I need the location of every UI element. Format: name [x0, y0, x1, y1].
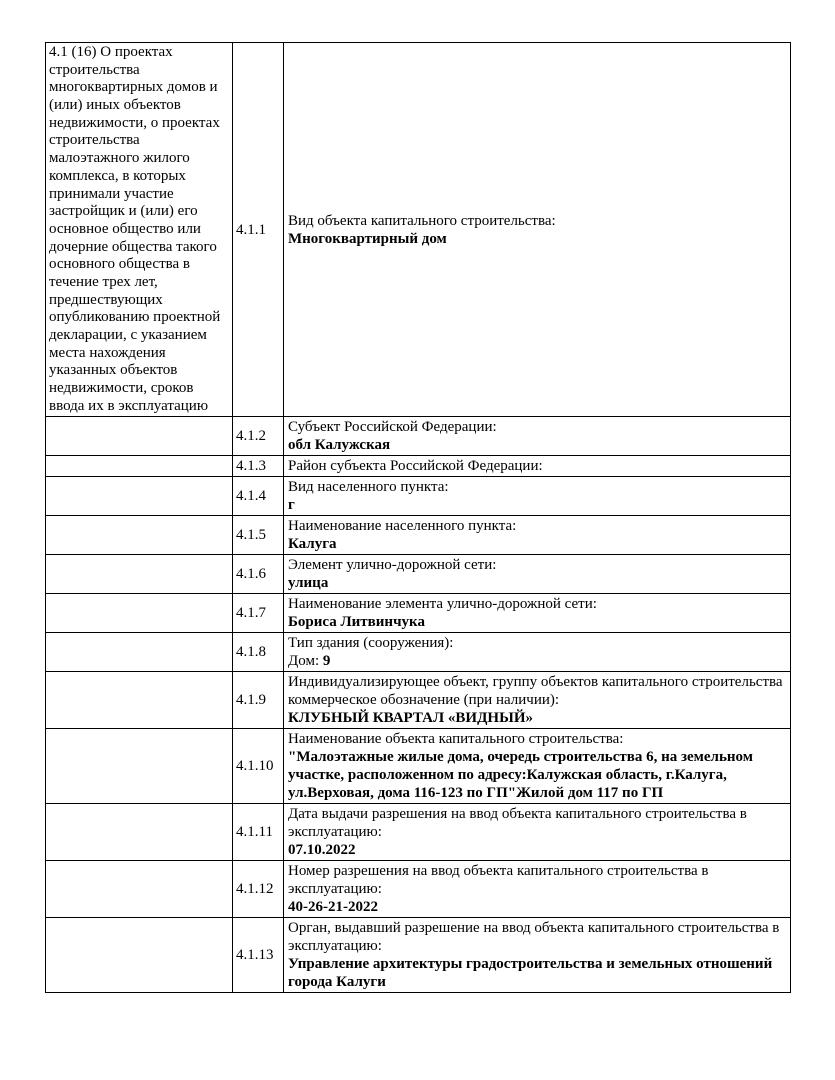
table-row: [46, 729, 791, 804]
row-code: 4.1.9: [233, 672, 284, 729]
table-row: [46, 918, 791, 993]
left-empty-cell: [46, 555, 233, 594]
row-content: [284, 417, 791, 456]
field-value-line: [288, 436, 786, 454]
project-declaration-table: [45, 42, 791, 993]
field-value-line: [288, 841, 786, 859]
table-row: [46, 477, 791, 516]
field-value: г: [288, 497, 295, 514]
field-value: КЛУБНЫЙ КВАРТАЛ «ВИДНЫЙ»: [288, 710, 533, 727]
row-content: [284, 918, 791, 993]
field-label: Наименование населенного пункта:: [288, 518, 517, 535]
row-code: 4.1.3: [233, 456, 284, 477]
field-value-prefix: Дом:: [288, 653, 323, 670]
table-row: [46, 456, 791, 477]
row-content: [284, 594, 791, 633]
field-value-line: [288, 496, 786, 514]
field-value-line: [288, 748, 786, 802]
left-empty-cell: [46, 516, 233, 555]
row-content: [284, 456, 791, 477]
field-value-line: [288, 955, 786, 991]
field-label: Индивидуализирующее объект, группу объектов капитального строительства коммерческое обозначение (при наличии):: [288, 674, 783, 709]
field-value-line: [288, 898, 786, 916]
left-empty-cell: [46, 672, 233, 729]
field-value: 40-26-21-2022: [288, 899, 378, 916]
field-value-line: [288, 652, 786, 670]
field-value: обл Калужская: [288, 437, 391, 454]
field-value: 07.10.2022: [288, 842, 356, 859]
field-label: Номер разрешения на ввод объекта капитального строительства в эксплуатацию:: [288, 863, 709, 898]
field-value: Управление архитектуры градостроительства и земельных отношений города Калуги: [288, 956, 773, 991]
field-label: Орган, выдавший разрешение на ввод объекта капитального строительства в эксплуатацию:: [288, 920, 780, 955]
field-label: Тип здания (сооружения):: [288, 635, 454, 652]
table-row: [46, 594, 791, 633]
row-code: 4.1.4: [233, 477, 284, 516]
row-code: 4.1.13: [233, 918, 284, 993]
section-description: 4.1 (16) О проектах строительства многоквартирных домов и (или) иных объектов недвижимости, о проектах строительства малоэтажного жилого комплекса, в которых принимали участие застройщик и (или) его основное общество или дочерние общества такого основного общества в течение трех лет, предшествующих опубликованию проектной декларации, с указанием места нахождения указанных объектов недвижимости, сроков ввода их в эксплуатацию: [46, 43, 233, 417]
row-code: 4.1.6: [233, 555, 284, 594]
row-content: [284, 861, 791, 918]
field-value-line: [288, 230, 786, 248]
field-value: Многоквартирный дом: [288, 230, 447, 247]
field-value-line: [288, 535, 786, 553]
field-value: 9: [322, 653, 331, 670]
field-value-line: [288, 613, 786, 631]
left-empty-cell: [46, 633, 233, 672]
row-code: 4.1.7: [233, 594, 284, 633]
table-row: [46, 672, 791, 729]
field-label: Наименование элемента улично-дорожной сети:: [288, 596, 597, 613]
left-empty-cell: [46, 861, 233, 918]
row-content: [284, 555, 791, 594]
table-row: [46, 555, 791, 594]
table-row: [46, 417, 791, 456]
field-value: Бориса Литвинчука: [288, 614, 425, 631]
row-code: 4.1.1: [233, 43, 284, 417]
row-code: 4.1.10: [233, 729, 284, 804]
row-content: [284, 672, 791, 729]
row-code: 4.1.8: [233, 633, 284, 672]
row-content: [284, 516, 791, 555]
field-label: Район субъекта Российской Федерации:: [288, 458, 543, 475]
field-value: "Малоэтажные жилые дома, очередь строительства 6, на земельном участке, расположенном по адресу:Калужская область, г.Калуга, ул.Верховая, дома 116-123 по ГП"Жилой дом 117 по ГП: [288, 749, 753, 802]
row-code: 4.1.12: [233, 861, 284, 918]
field-label: Вид населенного пункта:: [288, 479, 449, 496]
field-value-line: [288, 709, 786, 727]
field-label: Наименование объекта капитального строительства:: [288, 731, 624, 748]
field-label: Дата выдачи разрешения на ввод объекта капитального строительства в эксплуатацию:: [288, 806, 747, 841]
field-label: Субъект Российской Федерации:: [288, 419, 497, 436]
table-body: [46, 43, 791, 993]
field-value-line: [288, 574, 786, 592]
row-content: [284, 43, 791, 417]
field-label: Элемент улично-дорожной сети:: [288, 557, 497, 574]
row-content: [284, 804, 791, 861]
table-row: [46, 861, 791, 918]
left-empty-cell: [46, 594, 233, 633]
table-row: [46, 43, 791, 417]
table-row: [46, 516, 791, 555]
field-value: Калуга: [288, 536, 337, 553]
row-code: 4.1.11: [233, 804, 284, 861]
left-empty-cell: [46, 456, 233, 477]
row-content: [284, 729, 791, 804]
row-code: 4.1.2: [233, 417, 284, 456]
field-label: Вид объекта капитального строительства:: [288, 212, 556, 229]
left-empty-cell: [46, 729, 233, 804]
left-empty-cell: [46, 477, 233, 516]
row-content: [284, 633, 791, 672]
table-row: [46, 633, 791, 672]
left-empty-cell: [46, 417, 233, 456]
table-row: [46, 804, 791, 861]
row-content: [284, 477, 791, 516]
left-empty-cell: [46, 804, 233, 861]
row-code: 4.1.5: [233, 516, 284, 555]
field-value: улица: [288, 575, 329, 592]
left-empty-cell: [46, 918, 233, 993]
